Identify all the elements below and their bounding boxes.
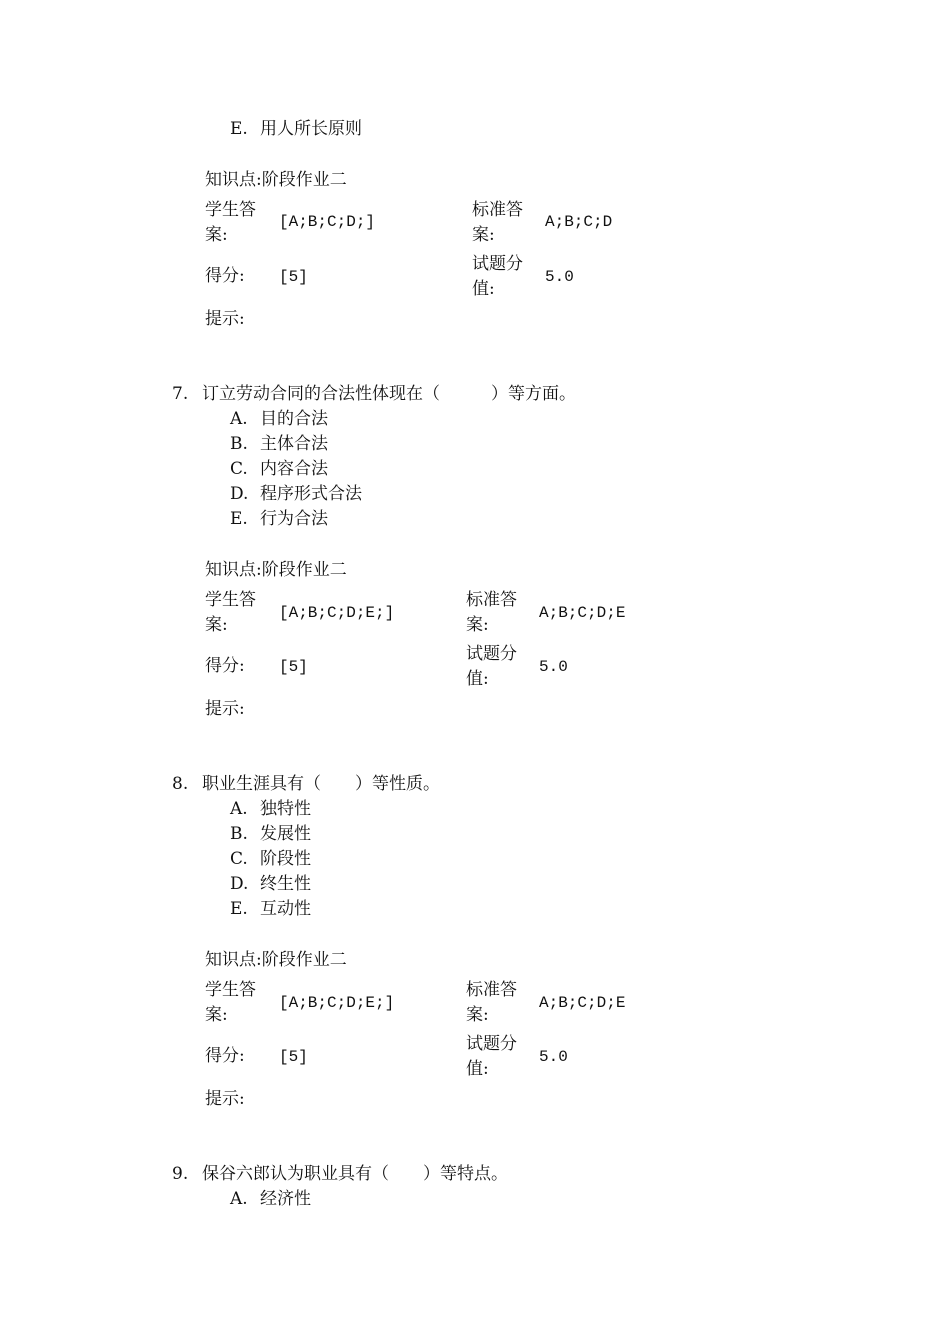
q6-standard-answer-value: A;B;C;D (545, 213, 613, 231)
option-letter: D. (230, 484, 249, 504)
q7-student-answer-label-line1: 学生答 (205, 590, 256, 610)
option-letter: A. (230, 799, 248, 819)
knowledge-value: 阶段作业二 (261, 950, 347, 970)
option-letter: A. (230, 1189, 248, 1209)
q6-standard-answer-label-line1: 标准答 (472, 200, 523, 220)
option-letter: D. (230, 874, 249, 894)
q7-option-e (230, 511, 328, 528)
q6-hint-label: 提示: (205, 309, 245, 329)
knowledge-value: 阶段作业二 (261, 560, 347, 580)
q7-number: 7. (172, 384, 189, 404)
q8-option-e (230, 901, 311, 918)
option-text: 阶段性 (260, 849, 311, 869)
option-letter: A. (230, 409, 248, 429)
q8-option-b (230, 826, 311, 843)
q6-question-score-label-line1: 试题分 (472, 254, 523, 274)
q8-knowledge-point (205, 952, 347, 969)
q7-score-value: [5] (279, 658, 308, 676)
q8-question-score-label-line1: 试题分 (466, 1034, 517, 1054)
option-letter: C. (230, 849, 248, 869)
q8-number: 8. (172, 774, 189, 794)
q7-student-answer-value: [A;B;C;D;E;] (279, 604, 395, 622)
q7-standard-answer-label-line1: 标准答 (466, 590, 517, 610)
option-text: 终生性 (260, 874, 311, 894)
q7-question-score-label-line1: 试题分 (466, 644, 517, 664)
option-text: 经济性 (260, 1189, 311, 1209)
q6-student-answer-label-line2: 案: (205, 225, 228, 245)
q7-student-answer-label-line2: 案: (205, 615, 228, 635)
option-text: 目的合法 (260, 409, 328, 429)
option-text: 程序形式合法 (260, 484, 362, 504)
q8-student-answer-value: [A;B;C;D;E;] (279, 994, 395, 1012)
q7-question-score-label-line2: 值: (466, 669, 489, 689)
option-text: 主体合法 (260, 434, 328, 454)
q8-standard-answer-value: A;B;C;D;E (539, 994, 626, 1012)
knowledge-label: 知识点: (205, 950, 262, 970)
q6-question-score-label-line2: 值: (472, 279, 495, 299)
q7-option-b (230, 436, 328, 453)
option-letter: E. (230, 509, 248, 529)
q8-option-a (230, 801, 311, 818)
q6-student-answer-label-line1: 学生答 (205, 200, 256, 220)
q7-hint-label: 提示: (205, 699, 245, 719)
option-text: 发展性 (260, 824, 311, 844)
q7-score-label: 得分: (205, 656, 245, 676)
q7-text: 订立劳动合同的合法性体现在（ ）等方面。 (202, 384, 576, 404)
knowledge-value: 阶段作业二 (261, 170, 347, 190)
q8-standard-answer-label-line2: 案: (466, 1005, 489, 1025)
q8-text: 职业生涯具有（ ）等性质。 (202, 774, 440, 794)
q6-option-e (230, 121, 362, 138)
q7-option-a (230, 411, 328, 428)
option-text: 内容合法 (260, 459, 328, 479)
q8-hint-label: 提示: (205, 1089, 245, 1109)
option-text: 独特性 (260, 799, 311, 819)
option-letter: E. (230, 119, 248, 139)
knowledge-label: 知识点: (205, 170, 262, 190)
q6-score-value: [5] (279, 268, 308, 286)
q8-score-label: 得分: (205, 1046, 245, 1066)
q7-option-c (230, 461, 328, 478)
q9-text: 保谷六郎认为职业具有（ ）等特点。 (202, 1164, 508, 1184)
q8-student-answer-label-line2: 案: (205, 1005, 228, 1025)
q8-student-answer-label-line1: 学生答 (205, 980, 256, 1000)
option-text: 行为合法 (260, 509, 328, 529)
q8-question-score-value: 5.0 (539, 1048, 568, 1066)
q6-question-score-value: 5.0 (545, 268, 574, 286)
q8-question-score-label-line2: 值: (466, 1059, 489, 1079)
q7-option-d (230, 486, 362, 503)
option-letter: B. (230, 824, 248, 844)
q7-standard-answer-value: A;B;C;D;E (539, 604, 626, 622)
option-text: 用人所长原则 (260, 119, 362, 139)
q9-number: 9. (172, 1164, 189, 1184)
knowledge-label: 知识点: (205, 560, 262, 580)
q7-standard-answer-label-line2: 案: (466, 615, 489, 635)
q6-score-label: 得分: (205, 266, 245, 286)
q7-question-score-value: 5.0 (539, 658, 568, 676)
q8-option-d (230, 876, 311, 893)
option-letter: B. (230, 434, 248, 454)
q8-standard-answer-label-line1: 标准答 (466, 980, 517, 1000)
q8-score-value: [5] (279, 1048, 308, 1066)
q7-knowledge-point (205, 562, 347, 579)
option-text: 互动性 (260, 899, 311, 919)
q9-option-a (230, 1191, 311, 1208)
q6-knowledge-point (205, 172, 347, 189)
q6-standard-answer-label-line2: 案: (472, 225, 495, 245)
option-letter: E. (230, 899, 248, 919)
option-letter: C. (230, 459, 248, 479)
q8-option-c (230, 851, 311, 868)
q6-student-answer-value: [A;B;C;D;] (279, 213, 376, 231)
